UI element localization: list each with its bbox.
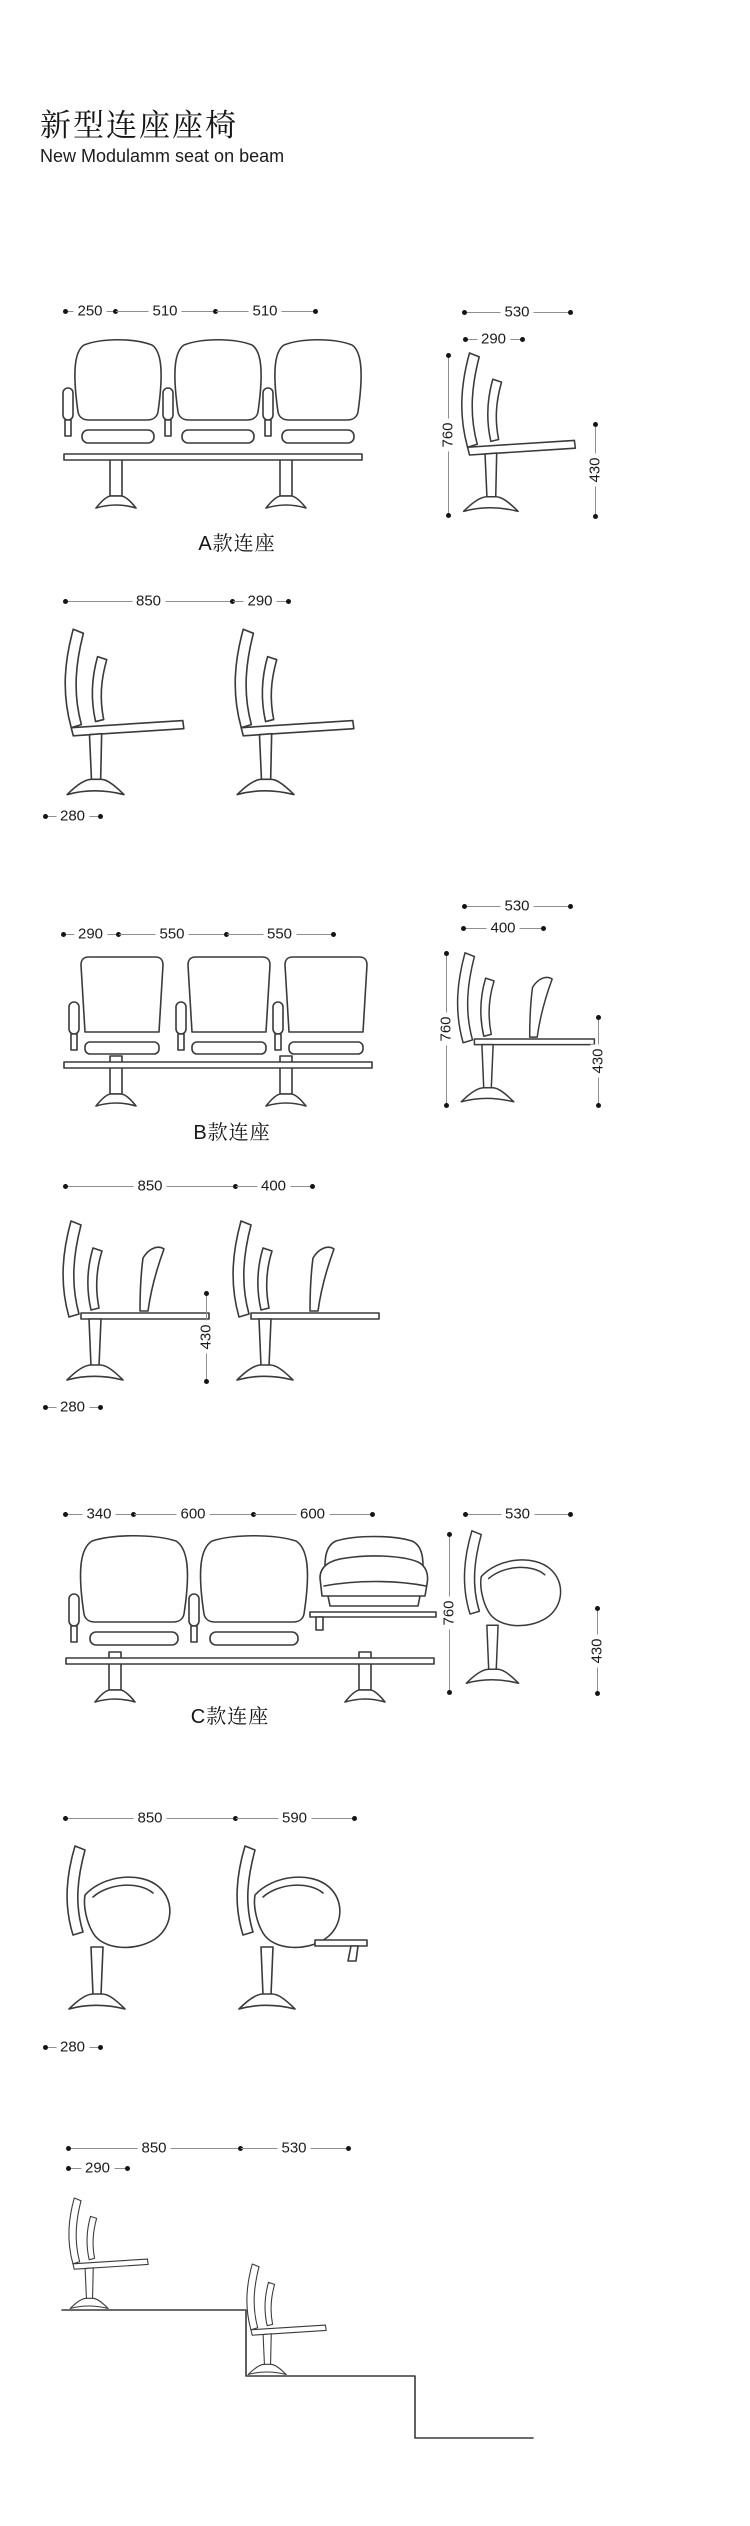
dim-label: 590 (278, 1811, 311, 1826)
dim-label: 530 (500, 305, 533, 320)
a-side-view-drawing (452, 350, 588, 525)
dim-dot (63, 599, 68, 604)
dim-dot (310, 1184, 315, 1189)
dim-label: 400 (257, 1179, 290, 1194)
dim-segment (45, 809, 100, 823)
dim-dot (444, 951, 449, 956)
dim-segment (463, 921, 543, 935)
dim-label: 760 (442, 1596, 457, 1629)
b-side-view-drawing (450, 950, 600, 1114)
dim-dot (66, 2146, 71, 2151)
dim-dot (43, 814, 48, 819)
dim-segment (215, 304, 315, 318)
dim-segment (45, 1400, 100, 1414)
dim-segment (232, 594, 288, 608)
dim-segment (465, 332, 522, 346)
dim-dot (63, 1816, 68, 1821)
b-front-view-drawing (58, 950, 378, 1108)
dim-dot (63, 1512, 68, 1517)
dim-dot (286, 599, 291, 604)
c-pair-chair-2-drawing (225, 1843, 400, 2028)
dim-dot (463, 1512, 468, 1517)
section-label-b: B款连座 (193, 1122, 271, 1144)
dim-height-c-seat (590, 1608, 604, 1693)
dim-dot (98, 2045, 103, 2050)
dim-height-a-total (441, 355, 455, 515)
dim-dot (61, 932, 66, 937)
dim-dot (331, 932, 336, 937)
dim-label: 290 (243, 594, 276, 609)
dim-label: 760 (441, 418, 456, 451)
dim-label: 510 (148, 304, 181, 319)
page-subtitle: New Modulamm seat on beam (40, 146, 285, 166)
dim-label: 290 (74, 927, 107, 942)
dim-label: 290 (477, 332, 510, 347)
dim-height-b-total (439, 953, 453, 1105)
dim-row-b-front (63, 927, 333, 941)
dim-segment (235, 1179, 312, 1193)
dim-segment (68, 2141, 240, 2155)
dim-row-b-tablet (463, 921, 543, 935)
section-label-a: A款连座 (198, 533, 276, 555)
dim-label: 850 (132, 594, 165, 609)
dim-dot (520, 337, 525, 342)
dim-dot (462, 310, 467, 315)
dim-label: 760 (439, 1012, 454, 1045)
c-pair-chair-1-drawing (55, 1843, 215, 2028)
dim-dot (66, 2166, 71, 2171)
dim-label: 530 (277, 2141, 310, 2156)
dim-label: 430 (590, 1634, 605, 1667)
dim-label: 290 (81, 2161, 114, 2176)
dim-dot (352, 1816, 357, 1821)
dim-dot (313, 309, 318, 314)
dim-label: 850 (133, 1811, 166, 1826)
page-title: 新型连座座椅 (40, 108, 238, 143)
section-label-c: C款连座 (190, 1706, 270, 1728)
dim-label: 850 (133, 1179, 166, 1194)
dim-segment (65, 1811, 235, 1825)
dim-label: 400 (486, 921, 519, 936)
dim-row-a-pair (65, 594, 288, 608)
dim-dot (463, 337, 468, 342)
dim-segment (226, 927, 333, 941)
dim-segment (235, 1811, 354, 1825)
dim-height-b-seat (591, 1017, 605, 1105)
dim-segment (65, 304, 115, 318)
dim-dot (595, 1691, 600, 1696)
dim-dot (204, 1291, 209, 1296)
b-pair-chair-2-drawing (225, 1218, 385, 1393)
dim-row-c-side-width (465, 1507, 570, 1521)
dim-label: 850 (137, 2141, 170, 2156)
dim-dot (462, 904, 467, 909)
dim-dot (593, 422, 598, 427)
step-floor-profile-drawing (55, 2300, 550, 2460)
dim-label: 280 (56, 2040, 89, 2055)
dim-dot (596, 1015, 601, 1020)
dim-dot (461, 926, 466, 931)
dim-row-a-front (65, 304, 315, 318)
dim-dot (125, 2166, 130, 2171)
dim-dot (444, 1103, 449, 1108)
dim-row-c-pair-foot (45, 2040, 100, 2054)
a-front-view-drawing (58, 330, 368, 522)
dim-row-step-offset (68, 2161, 127, 2175)
dim-label: 550 (155, 927, 188, 942)
dim-row-step (68, 2141, 348, 2155)
dim-segment (465, 1507, 570, 1521)
dim-label: 430 (591, 1044, 606, 1077)
dim-segment (68, 2161, 127, 2175)
dim-dot (446, 353, 451, 358)
dim-segment (464, 899, 570, 913)
dim-label: 600 (176, 1507, 209, 1522)
dim-dot (63, 1184, 68, 1189)
dim-dot (593, 514, 598, 519)
dim-label: 530 (500, 899, 533, 914)
dim-segment (45, 2040, 100, 2054)
dim-row-c-front (65, 1507, 372, 1521)
dim-row-b-pair (65, 1179, 312, 1193)
dim-segment (133, 1507, 253, 1521)
dim-segment (65, 1507, 133, 1521)
dim-segment (65, 1179, 235, 1193)
c-side-view-drawing (453, 1528, 603, 1701)
a-pair-chair-2-drawing (225, 626, 367, 809)
dim-dot (568, 1512, 573, 1517)
dim-dot (446, 513, 451, 518)
dim-segment (240, 2141, 348, 2155)
dim-label: 430 (199, 1320, 214, 1353)
dim-segment (65, 594, 232, 608)
dim-dot (595, 1606, 600, 1611)
dim-dot (346, 2146, 351, 2151)
dim-dot (98, 1405, 103, 1410)
dim-height-a-seat (588, 424, 602, 516)
dim-dot (447, 1532, 452, 1537)
a-pair-chair-1-drawing (55, 626, 197, 809)
dim-label: 430 (588, 453, 603, 486)
dim-dot (98, 814, 103, 819)
dim-row-b-side-width (464, 899, 570, 913)
dim-segment (118, 927, 226, 941)
dim-label: 600 (296, 1507, 329, 1522)
dim-height-b-pair-tablet (199, 1293, 213, 1381)
dim-label: 550 (263, 927, 296, 942)
dim-label: 340 (82, 1507, 115, 1522)
dim-dot (43, 2045, 48, 2050)
dim-row-c-pair (65, 1811, 354, 1825)
dim-dot (370, 1512, 375, 1517)
dim-segment (253, 1507, 372, 1521)
dim-dot (204, 1379, 209, 1384)
dim-segment (464, 305, 570, 319)
dim-row-a-side-width (464, 305, 570, 319)
dim-row-a-pair-foot (45, 809, 100, 823)
dim-row-b-pair-foot (45, 1400, 100, 1414)
dim-segment (63, 927, 118, 941)
dim-dot (568, 904, 573, 909)
c-front-view-drawing (60, 1530, 440, 1705)
dim-dot (63, 309, 68, 314)
dim-label: 280 (56, 1400, 89, 1415)
b-pair-chair-1-drawing (55, 1218, 215, 1393)
dim-dot (447, 1690, 452, 1695)
dim-label: 280 (56, 809, 89, 824)
dim-dot (596, 1103, 601, 1108)
dim-dot (43, 1405, 48, 1410)
dim-label: 530 (501, 1507, 534, 1522)
dim-row-a-side-depth (465, 332, 522, 346)
dim-label: 510 (248, 304, 281, 319)
dim-dot (541, 926, 546, 931)
dim-label: 250 (73, 304, 106, 319)
dim-dot (568, 310, 573, 315)
dim-height-c-total (442, 1534, 456, 1692)
dim-segment (115, 304, 215, 318)
